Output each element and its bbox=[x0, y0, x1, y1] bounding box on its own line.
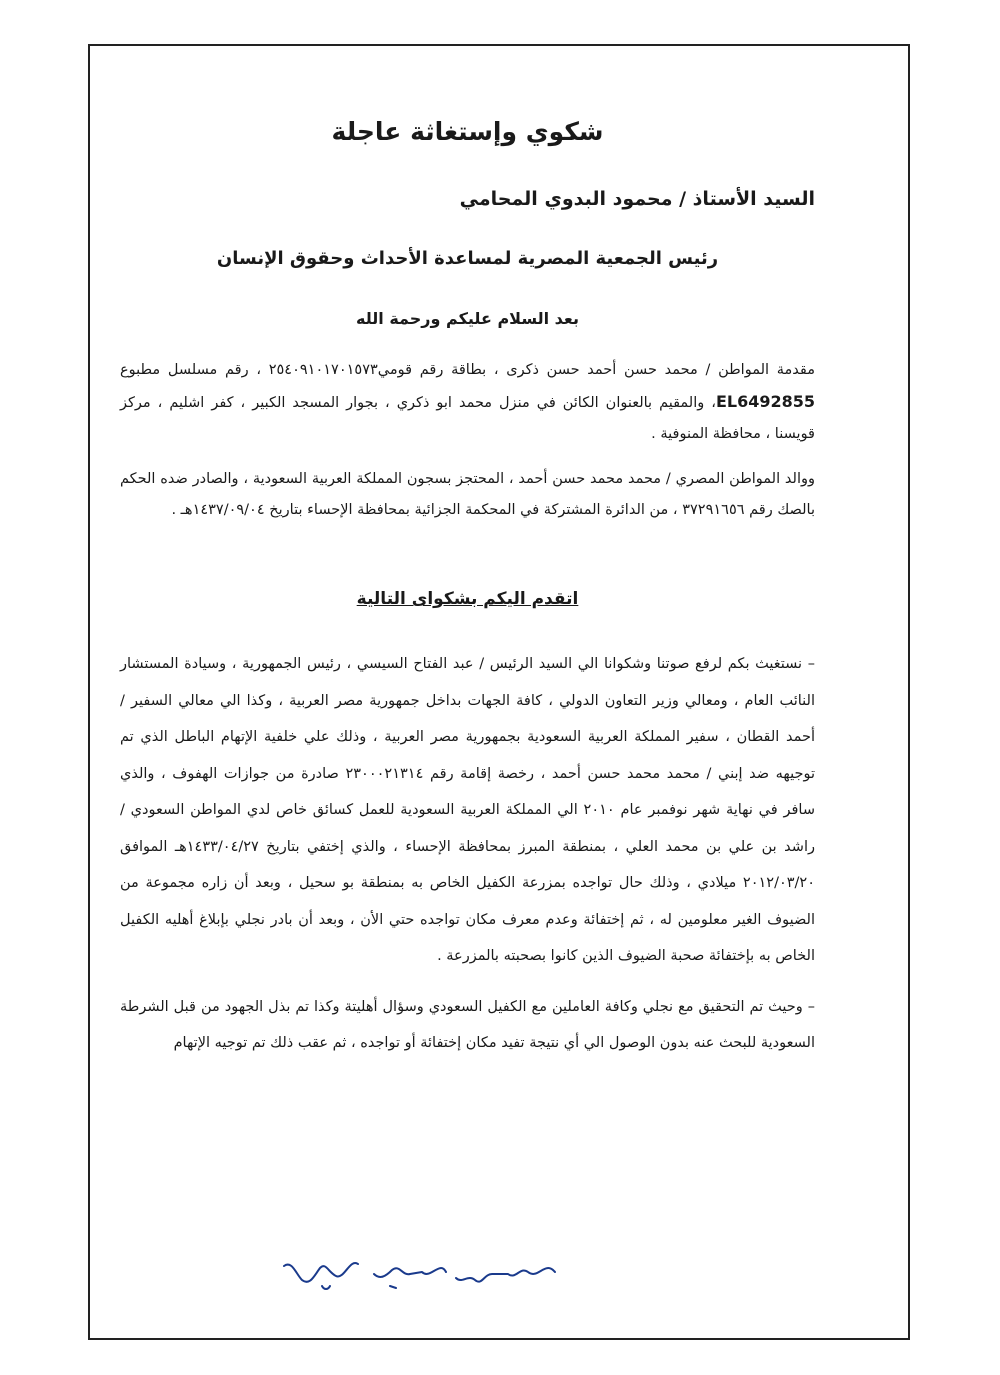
complaint-paragraph: – نستغيث بكم لرفع صوتنا وشكوانا الي السيد الرئيس / عبد الفتاح السيسي ، رئيس الجمهورية ، وسيادة المستشار النائب العام ، ومعالي وزير التعاون الدولي ، كافة الجهات بداخل جمهورية مصر العربية ، وكذا الي معالي السفير / أحمد القطان ، سفير المملكة العربية السعودية بجمهورية مصر العربية ، وذلك علي خلفية الإتهام الباطل الذي تم توجيهه ضد إبني / محمد محمد حسن أحمد ، رخصة إقامة رقم ٢٣٠٠٠٢١٣١٤ صادرة من جوازات الهفوف ، والذي سافر في نهاية شهر نوفمبر عام ٢٠١٠ الي المملكة العربية السعودية للعمل كسائق خاص لدي المواطن السعودي / راشد بن علي بن محمد العلي ، بمنطقة المبرز بمحافظة الإحساء ، والذي إختفي بتاريخ ١٤٣٣/٠٤/٢٧هـ الموافق ٢٠١٢/٠٣/٢٠ ميلادي ، وذلك حال تواجده بمزرعة الكفيل الخاص به بمنطقة بو سحيل ، وبعد أن زاره مجموعة من الضيوف الغير معلومين له ، ثم إختفائة وعدم معرف مكان تواجده حتي الأن ، وبعد أن بادر نجلي بإبلاغ أهليه الكفيل الخاص به بإختفائة صحبة الضيوف الذين كانوا بصحبته بالمزرعة . bbox=[120, 656, 815, 964]
letter-title: شكوي وإستغاثة عاجلة bbox=[331, 117, 604, 146]
father-paragraph: ووالد المواطن المصري / محمد محمد حسن أحمد ، المحتجز بسجون المملكة العربية السعودية ، والصادر ضده الحكم بالصك رقم ٣٧٢٩١٦٥٦ ، من الدائرة المشتركة في المحكمة الجزائية بمحافظة الإحساء بتاريخ ١٤٣٧/٠٩/٠٤هـ . bbox=[120, 471, 815, 518]
intro-text-1: مقدمة المواطن / محمد حسن أحمد حسن ذكرى ، بطاقة رقم قومي٢٥٤٠٩١٠١٧٠١٥٧٣ ، رقم مسلسل مطبوع bbox=[120, 362, 815, 378]
intro-paragraph bbox=[120, 355, 815, 450]
addressee: السيد الأستاذ / محمود البدوي المحامي bbox=[459, 188, 815, 210]
signature-graphic bbox=[270, 1250, 570, 1300]
addressee-position: رئيس الجمعية المصرية لمساعدة الأحداث وحقوق الإنسان bbox=[216, 248, 719, 269]
letter-body bbox=[120, 100, 815, 1062]
handwritten-signature bbox=[270, 1250, 570, 1300]
serial-code: EL6492855 bbox=[715, 392, 815, 411]
complaint-heading: اتقدم اليكم بشكواى التالية bbox=[356, 589, 579, 609]
greeting: بعد السلام عليكم ورحمة الله bbox=[356, 309, 579, 328]
investigation-paragraph: – وحيث تم التحقيق مع نجلي وكافة العاملين مع الكفيل السعودي وسؤال أهليتة وكذا تم بذل الجهود من قبل الشرطة السعودية للبحث عنه بدون الوصول الي أي نتيجة تفيد مكان إختفائة أو تواجده ، ثم عقب ذلك تم توجيه الإتهام bbox=[120, 998, 815, 1051]
intro-text-2: ، والمقيم بالعنوان الكائن في منزل محمد ابو ذكري ، بجوار المسجد الكبير ، كفر اشليم ، مركز قويسنا ، محافظة المنوفية . bbox=[120, 395, 815, 442]
